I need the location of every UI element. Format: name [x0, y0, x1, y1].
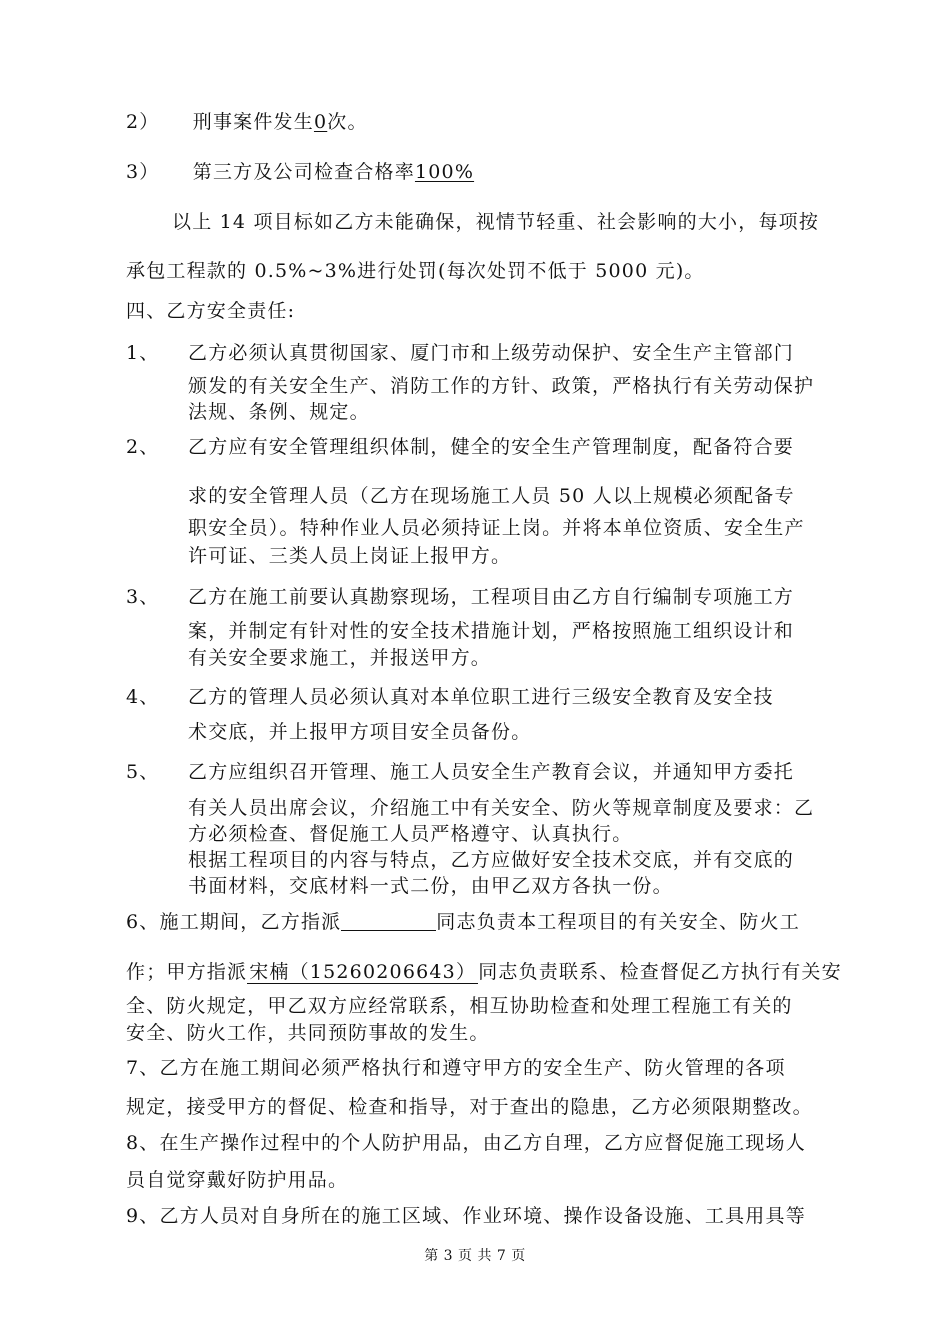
item-3: [126, 160, 474, 184]
clause-5-line: 有关人员出席会议，介绍施工中有关安全、防火等规章制度及要求：乙: [188, 797, 815, 819]
clause-7-line: 规定，接受甲方的督促、检查和指导，对于查出的隐患，乙方必须限期整改。: [126, 1096, 813, 1118]
clause-3-line: 乙方在施工前要认真勘察现场，工程项目由乙方自行编制专项施工方: [188, 586, 795, 608]
contact-person: 宋楠（15260206643）: [249, 961, 477, 983]
item-text: 刑事案件发生: [192, 111, 314, 133]
assignee-blank: [341, 910, 436, 931]
clause-4-line: 术交底，并上报甲方项目安全员备份。: [188, 721, 532, 743]
pass-rate-value: 100%: [414, 161, 475, 183]
clause-8-line: 员自觉穿戴好防护用品。: [126, 1169, 349, 1191]
page-footer: 第 3 页 共 7 页: [424, 1248, 526, 1264]
clause-1-line: 颁发的有关安全生产、消防工作的方针、政策，严格执行有关劳动保护: [188, 375, 815, 397]
penalty-line-2: 承包工程款的 0.5%~3%进行处罚(每次处罚不低于 5000 元)。: [126, 260, 705, 282]
section-title: 四、乙方安全责任:: [126, 300, 296, 322]
clause-1-line: 法规、条例、规定。: [188, 401, 370, 423]
clause-6-line-1: [126, 910, 800, 934]
clause-5-line: 方必须检查、督促施工人员严格遵守、认真执行。: [188, 823, 633, 845]
clause-6-line-4: 安全、防火工作，共同预防事故的发生。: [126, 1022, 490, 1044]
clause-5-line: 根据工程项目的内容与特点，乙方应做好安全技术交底，并有交底的: [188, 849, 795, 871]
clause-6-text: 作；甲方指派: [126, 961, 248, 983]
clause-4-line: 乙方的管理人员必须认真对本单位职工进行三级安全教育及安全技: [188, 686, 774, 708]
clause-7-line: 7、乙方在施工期间必须严格执行和遵守甲方的安全生产、防火管理的各项: [126, 1057, 786, 1079]
clause-3-line: 有关安全要求施工，并报送甲方。: [188, 647, 492, 669]
clause-2-line: 乙方应有安全管理组织体制，健全的安全生产管理制度，配备符合要: [188, 436, 795, 458]
clause-3-line: 案，并制定有针对性的安全技术措施计划，严格按照施工组织设计和: [188, 620, 795, 642]
clause-6-line-2: [126, 960, 842, 984]
item-text: 第三方及公司检查合格率: [192, 161, 415, 183]
clause-6-text: 6、施工期间，乙方指派: [126, 911, 342, 933]
clause-6-text: 同志负责联系、检查督促乙方执行有关安: [478, 961, 842, 983]
clause-8-line: 8、在生产操作过程中的个人防护用品，由乙方自理，乙方应督促施工现场人: [126, 1132, 806, 1154]
clause-4-number: 4、: [126, 686, 160, 708]
clause-2-line: 许可证、三类人员上岗证上报甲方。: [188, 545, 512, 567]
clause-5-number: 5、: [126, 761, 160, 783]
clause-3-number: 3、: [126, 586, 160, 608]
item-number: 2）: [126, 111, 160, 133]
clause-2-line: 职安全员）。特种作业人员必须持证上岗。并将本单位资质、安全生产: [188, 517, 805, 539]
clause-1-line: 乙方必须认真贯彻国家、厦门市和上级劳动保护、安全生产主管部门: [188, 342, 795, 364]
clause-5-line: 书面材料，交底材料一式二份，由甲乙双方各执一份。: [188, 875, 673, 897]
clause-6-text: 同志负责本工程项目的有关安全、防火工: [436, 911, 800, 933]
clause-2-number: 2、: [126, 436, 160, 458]
item-2: [126, 110, 368, 134]
clause-6-line-3: 全、防火规定，甲乙双方应经常联系，相互协助检查和处理工程施工有关的: [126, 995, 793, 1017]
item-number: 3）: [126, 161, 160, 183]
item-text: 次。: [327, 111, 368, 133]
clause-1-number: 1、: [126, 342, 160, 364]
clause-9-line: 9、乙方人员对自身所在的施工区域、作业环境、操作设备设施、工具用具等: [126, 1205, 806, 1227]
penalty-line-1: 以上 14 项目标如乙方未能确保，视情节轻重、社会影响的大小，每项按: [172, 211, 820, 233]
clause-5-line: 乙方应组织召开管理、施工人员安全生产教育会议，并通知甲方委托: [188, 761, 795, 783]
criminal-case-count: 0: [313, 111, 328, 133]
clause-2-line: 求的安全管理人员（乙方在现场施工人员 50 人以上规模必须配备专: [188, 485, 795, 507]
